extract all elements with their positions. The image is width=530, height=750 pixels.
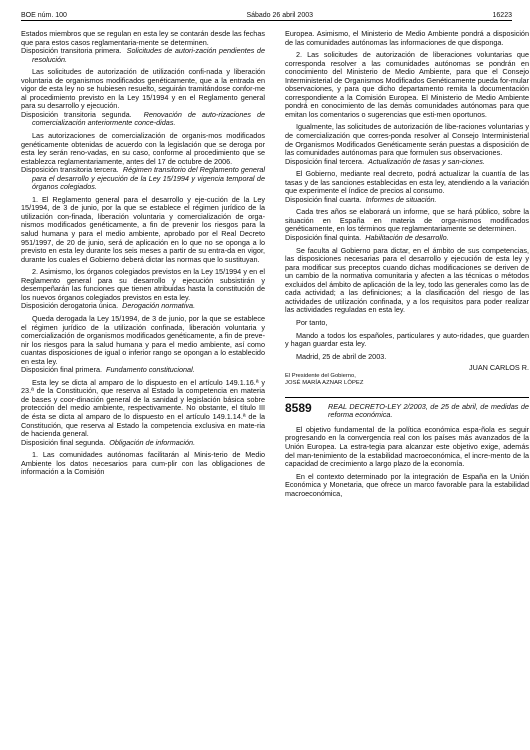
section-heading [21, 366, 265, 375]
heading-label: Disposición transitoria primera. [21, 46, 122, 56]
article-number: 8589 [285, 400, 312, 415]
page-number: 16223 [492, 12, 512, 19]
section-heading [21, 439, 265, 448]
paragraph: El objetivo fundamental de la política económica espa-ñola es seguir progresando en la convergencia real con los países más avanzados de la Unión Europea. La estra-tegia para alcanzar este objetivo exige, además del man-tenimiento de la estabilidad macroeconómica, el incre-mento de la capacidad de crecimiento a largo plazo de la economía. [285, 424, 529, 469]
section-heading [21, 302, 265, 311]
heading-title: Derogación normativa. [122, 301, 196, 311]
heading-title: Solicitudes de autori-zación pendientes de resolución. [32, 46, 266, 64]
paragraph: Madrid, 25 de abril de 2003. [296, 351, 387, 361]
paragraph: Europea. Asimismo, el Ministerio de Medio Ambiente pondrá a disposición de las comunidades autónomas las informaciones de que disponga. [285, 29, 529, 47]
header-rule [21, 20, 512, 21]
heading-title: Renovación de auto-rizaciones de comercialización anteriormente conce-didas. [32, 109, 266, 128]
heading-title: Régimen transitorio del Reglamento general para el desarrollo y ejecución de la Ley 15/1994 y vigencia temporal de órganos colegiados. [32, 165, 266, 192]
article-title: REAL DECRETO-LEY 2/2003, de 25 de abril, de medidas de reforma económica. [328, 401, 529, 420]
paragraph: En el contexto determinado por la integración de España en la Unión Económica y Monetaria, que ofrece un marco favorable para la estabilidad macroeconómica, [285, 471, 529, 498]
paragraph: Por tanto, [296, 317, 328, 327]
heading-label: Disposición final tercera. [285, 156, 364, 166]
heading-title: Informes de situación. [365, 194, 437, 204]
heading-label: Disposición transitoria tercera. [21, 165, 119, 175]
heading-label: Disposición final primera. [21, 365, 102, 375]
heading-label: Disposición final segunda. [21, 437, 106, 447]
king-signature: JUAN CARLOS R. [468, 363, 529, 373]
paragraph: 1. El Reglamento general para el desarrollo y eje-cución de la Ley 15/1994, de 3 de junio, por la que se establece el régimen jurídico de la utilización con-finada, liberación voluntaria y comercialización de orga-nismos modificados genéticamente, a fin de prevenir los riesgos para la salud humana y para el medio ambiente, aprobado por el Real Decreto 951/1997, de 20 de junio, será de aplicación en lo que no se oponga a lo previsto en esta ley durante los seis meses a partir de su entra-da en vigor, durante los cuales el Gobierno deberá dictar las normas que lo sustituyan. [21, 194, 265, 264]
paragraph: 2. Las solicitudes de autorización de liberaciones voluntarias que corresponda resolver a las comunidades autónomas se pondrán en conocimiento del Ministerio de Medio Ambiente, para que el Consejo Interministerial de Organismos Modificados Genéticamente pueda for-mular observaciones, y para que dicho departamento remita la documentación correspondiente a la Comisión Europea. El Ministerio de Medio Ambiente pondrá en conocimiento de las demás comunidades autónomas para que emitan los comentarios o sugerencias que esti-men oportunos. [285, 50, 529, 119]
section-heading [285, 196, 529, 205]
paragraph: Esta ley se dicta al amparo de lo dispuesto en el artículo 149.1.16.ª y 23.ª de la Constitución, que reserva al Estado la competencia en materia de bases y coor-dinación general de la sanidad y legislación básica sobre protección del medio ambiente, respectivamente. No obstante, el título III de ésta se dicta al amparo de lo dispuesto en el artículo 149.1.14.ª de la Constitución, que reserva al Estado la competencia exclusiva en mate-ria de hacienda general. [21, 377, 265, 439]
paragraph: El Gobierno, mediante real decreto, podrá actualizar la cuantía de las tasas y de las sanciones establecidas en esta ley, atendiendo a la variación que experimente el índice de precios al consumo. [285, 169, 529, 196]
section-heading [21, 47, 265, 64]
article-heading [285, 397, 529, 420]
paragraph: 1. Las comunidades autónomas facilitarán al Minis-terio de Medio Ambiente los datos necesarios para cum-plir con las obligaciones de información a la Comisión [21, 450, 265, 477]
heading-label: Disposición final cuarta. [285, 194, 362, 204]
journal-issue: BOE núm. 100 [21, 12, 67, 19]
paragraph: 2. Asimismo, los órganos colegiados previstos en la Ley 15/1994 y en el Reglamento general para su desarrollo y ejecución subsistirán y desempeñarán las funciones que tienen atribuidas hasta la constitución de los nuevos órganos colegiados previstos en esta ley. [21, 267, 265, 302]
paragraph: Mando a todos los españoles, particulares y auto-ridades, que guarden y hagan guardar esta ley. [285, 330, 529, 349]
paragraph: Cada tres años se elaborará un informe, que se hará público, sobre la situación en España en materia de orga-nismos modificados genéticamente, en los términos que reglamentariamente se determinen. [285, 207, 529, 234]
president-name: JOSÉ MARÍA AZNAR LÓPEZ [285, 379, 364, 386]
section-heading [285, 158, 529, 167]
left-column [21, 26, 265, 477]
section-heading [285, 234, 529, 243]
president-label: El Presidente del Gobierno, [285, 372, 356, 379]
page-header [21, 9, 512, 19]
section-heading [21, 166, 265, 192]
heading-title: Obligación de información. [109, 437, 196, 447]
paragraph: Las autorizaciones de comercialización de organis-mos modificados genéticamente obtenidas de acuerdo con la legislación que se deroga por esta ley serán reno-vadas, en su caso, conforme al procedimiento que se establezca reglamentariamente, antes del 17 de octubre de 2006. [21, 131, 265, 166]
paragraph: Igualmente, las solicitudes de autorización de libe-raciones voluntarias y de comercialización que corres-ponda resolver al Consejo Interministerial de Organismos Modificados Genéticamente serán puestas a disposición de las comunidades autónomas para que formulen sus observaciones. [285, 122, 529, 158]
right-column [285, 26, 529, 498]
paragraph: Se faculta al Gobierno para dictar, en el ámbito de sus competencias, las disposiciones necesarias para el desarrollo y ejecución de esta ley y para modificar sus preceptos cuando dichas modificaciones se deriven de un cambio de la normativa comunitaria y afecten a las técnicas o métodos excluidos del ámbito de aplicación de la ley, todo las generales como las de cada actividad; a las definiciones; a la clasificación del riesgo de las actividades de utilización confinada, y a los requisitos para poder realizar las actividades reguladas en esta ley. [285, 245, 529, 315]
paragraph: Queda derogada la Ley 15/1994, de 3 de junio, por la que se establece el régimen jurídico de la utilización confinada, liberación voluntaria y comercialización de organismos modificados genéticamente, a fin de preve-nir los riesgos para la salud humana y para el medio ambiente, así como cuantas disposiciones de igual o inferior rango se opongan a lo establecido en esta ley. [21, 313, 265, 366]
heading-title: Actualización de tasas y san-ciones. [368, 156, 485, 166]
heading-label: Disposición transitoria segunda. [21, 109, 132, 119]
section-heading [21, 111, 265, 128]
paragraph: Estados miembros que se regulan en esta ley se contarán desde las fechas que para estos casos reglamentaria-mente se determinen. [21, 29, 265, 47]
heading-label: Disposición derogatoria única. [21, 301, 119, 311]
heading-title: Habilitación de desarrollo. [365, 233, 449, 243]
publication-date: Sábado 26 abril 2003 [246, 12, 313, 19]
paragraph: Las solicitudes de autorización de utilización confi-nada y liberación voluntaria de organismos modificados genéticamente, que a la entrada en vigor de esta ley no se hubiesen resuelto, seguirán tramitándose confor-me al procedimiento previsto en la Ley 15/1994 y en el Reglamento general para su desarrollo y ejecución. [21, 67, 265, 111]
heading-label: Disposición final quinta. [285, 233, 362, 243]
heading-title: Fundamento constitucional. [106, 365, 195, 375]
